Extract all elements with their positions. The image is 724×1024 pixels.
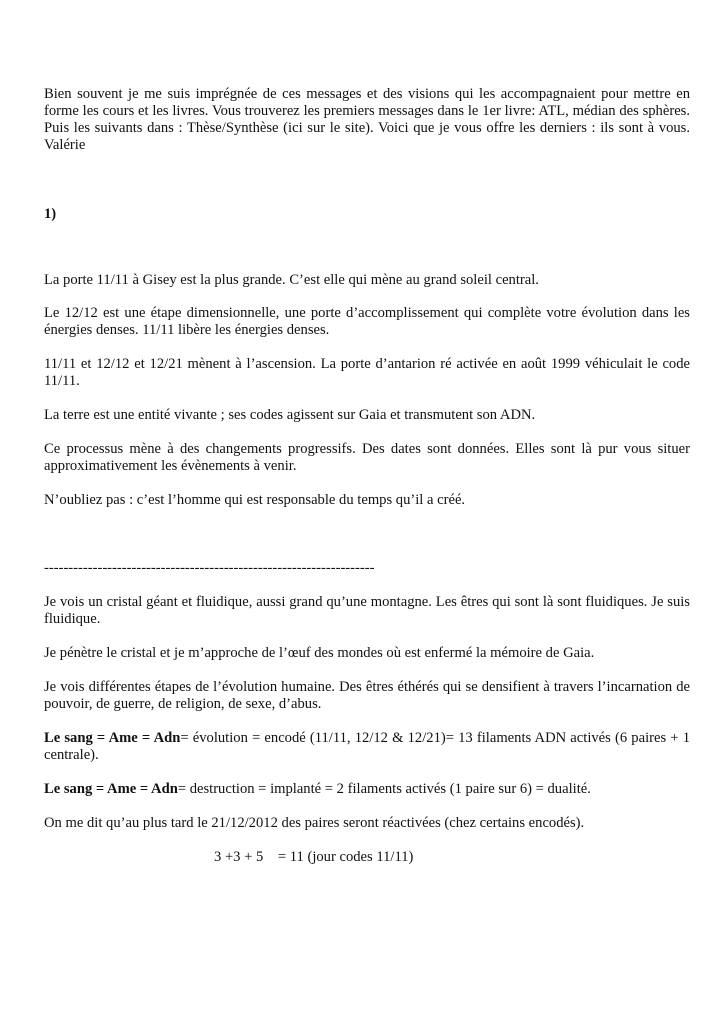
paragraph: Le 12/12 est une étape dimensionnelle, une porte d’accomplissement qui complète votre évolution dans les énergies denses. 11/11 libère les énergies denses. [44, 305, 690, 338]
formula-paragraph [44, 781, 690, 798]
formula-paragraph [44, 730, 690, 764]
closing-paragraph: On me dit qu’au plus tard le 21/12/2012 des paires seront réactivées (chez certains encodés). [44, 815, 585, 831]
separator-line: -------------------------------------------------------------------- [44, 560, 375, 576]
vision-paragraph: Je vois un cristal géant et fluidique, aussi grand qu’une montagne. Les êtres qui sont là sont fluidiques. Je suis fluidique. [44, 594, 690, 627]
formula-text: = évolution = encodé (11/11, 12/12 & 12/21)= 13 filaments ADN activés (6 paires + 1 centrale). [44, 730, 690, 763]
section-heading: 1) [44, 206, 57, 222]
paragraph: La terre est une entité vivante ; ses codes agissent sur Gaia et transmutent son ADN. [44, 407, 536, 423]
formula-bold: Le sang = Ame = Adn [44, 781, 178, 797]
vision-paragraph: Je vois différentes étapes de l’évolution humaine. Des êtres éthérés qui se densifient à travers l’incarnation de pouvoir, de guerre, de religion, de sexe, d’abus. [44, 679, 690, 712]
paragraph: Ce processus mène à des changements progressifs. Des dates sont données. Elles sont là pur vous situer approximativement les évènements à venir. [44, 441, 690, 474]
equation-line: 3 +3 + 5 = 11 (jour codes 11/11) [214, 849, 414, 865]
paragraph: La porte 11/11 à Gisey est la plus grande. C’est elle qui mène au grand soleil central. [44, 272, 539, 288]
intro-paragraph: Bien souvent je me suis imprégnée de ces messages et des visions qui les accompagnaient pour mettre en forme les cours et les livres. Vous trouverez les premiers messages dans le 1er livre: ATL, médian des sphères. Puis les suivants dans : Thèse/Synthèse (ici sur le site). Voici que je vous offre les derniers : ils sont à vous. Valérie [44, 86, 690, 153]
paragraph: 11/11 et 12/12 et 12/21 mènent à l’ascension. La porte d’antarion ré activée en août 1999 véhiculait le code 11/11. [44, 356, 690, 389]
paragraph: N’oubliez pas : c’est l’homme qui est responsable du temps qu’il a créé. [44, 492, 466, 508]
formula-text: = destruction = implanté = 2 filaments activés (1 paire sur 6) = dualité. [177, 781, 591, 797]
vision-paragraph: Je pénètre le cristal et je m’approche de l’œuf des mondes où est enfermé la mémoire de Gaia. [44, 645, 595, 661]
formula-bold: Le sang = Ame = Adn [44, 730, 181, 746]
